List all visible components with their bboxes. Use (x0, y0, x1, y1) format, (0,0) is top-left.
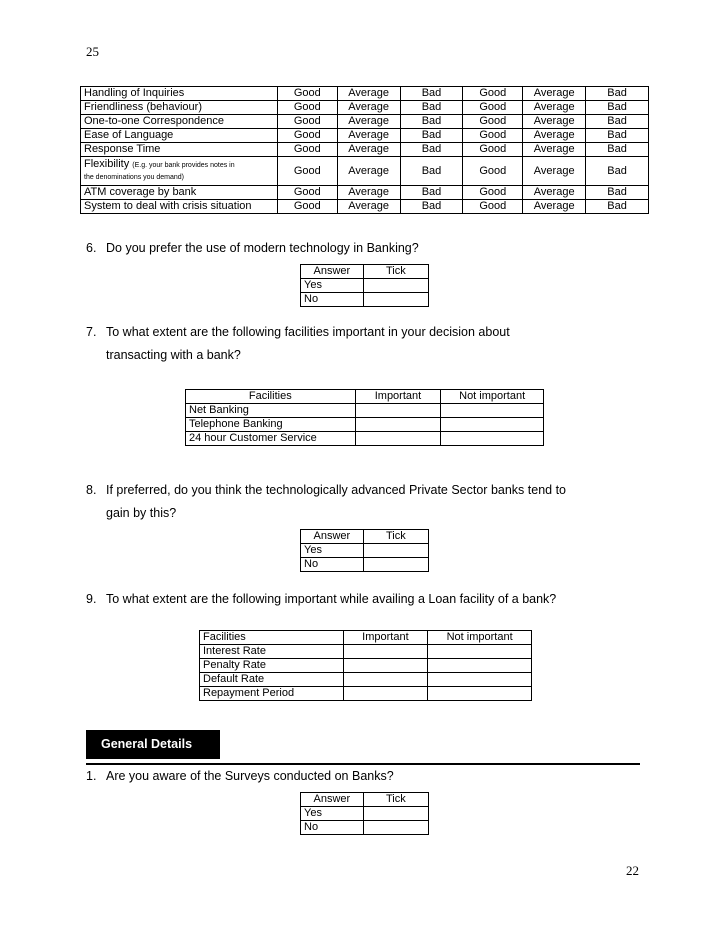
service-rating-table (80, 86, 649, 214)
option-yes: Yes (301, 544, 364, 558)
column-header: Tick (363, 793, 428, 807)
rating-cell: Average (337, 200, 400, 214)
page-number-top: 25 (86, 44, 99, 59)
column-header: Facilities (200, 631, 344, 645)
rating-cell: Average (337, 115, 400, 129)
rating-cell: Bad (400, 115, 463, 129)
row-label: Ease of Language (81, 129, 278, 143)
question-9 (86, 592, 556, 607)
loan-factor-label: Repayment Period (200, 687, 344, 701)
rating-cell: Bad (400, 129, 463, 143)
not-important-cell[interactable] (441, 432, 544, 446)
question-6 (86, 241, 419, 256)
section-divider (86, 763, 640, 765)
column-header: Important (343, 631, 428, 645)
section-heading-general-details: General Details (86, 730, 220, 759)
column-header: Facilities (186, 390, 356, 404)
tick-cell-no[interactable] (363, 558, 428, 572)
important-cell[interactable] (355, 404, 441, 418)
table-row (81, 200, 649, 214)
rating-cell: Average (523, 143, 586, 157)
rating-cell: Good (277, 157, 337, 186)
rating-cell: Average (337, 186, 400, 200)
loan-factor-label: Penalty Rate (200, 659, 344, 673)
rating-cell: Average (523, 87, 586, 101)
row-label: System to deal with crisis situation (81, 200, 278, 214)
question-text: Are you aware of the Surveys conducted on Banks? (106, 769, 394, 783)
not-important-cell[interactable] (428, 659, 532, 673)
rating-cell: Bad (586, 200, 649, 214)
rating-cell: Good (463, 157, 523, 186)
rating-cell: Bad (400, 87, 463, 101)
option-yes: Yes (301, 279, 364, 293)
rating-cell: Bad (400, 143, 463, 157)
column-header: Tick (363, 265, 428, 279)
tick-cell-no[interactable] (363, 821, 428, 835)
column-header: Tick (363, 530, 428, 544)
rating-cell: Good (463, 129, 523, 143)
general-question-1 (86, 769, 394, 784)
rating-cell: Bad (586, 87, 649, 101)
table-row (81, 157, 649, 186)
question-7 (86, 325, 510, 340)
facility-label: Telephone Banking (186, 418, 356, 432)
row-label: ATM coverage by bank (81, 186, 278, 200)
rating-cell: Bad (400, 200, 463, 214)
q9-loan-table (199, 630, 532, 701)
rating-cell: Good (463, 200, 523, 214)
rating-cell: Average (523, 200, 586, 214)
rating-cell: Bad (400, 186, 463, 200)
rating-cell: Good (277, 186, 337, 200)
column-header: Answer (301, 530, 364, 544)
rating-cell: Average (523, 157, 586, 186)
rating-cell: Bad (400, 101, 463, 115)
table-row (81, 87, 649, 101)
question-text: If preferred, do you think the technologically advanced Private Sector banks tend to (106, 483, 566, 497)
q6-answer-table (300, 264, 429, 307)
row-label (81, 157, 278, 186)
q8-answer-table (300, 529, 429, 572)
row-label: One-to-one Correspondence (81, 115, 278, 129)
rating-cell: Bad (586, 186, 649, 200)
not-important-cell[interactable] (428, 673, 532, 687)
not-important-cell[interactable] (428, 687, 532, 701)
table-row (81, 115, 649, 129)
table-row (81, 186, 649, 200)
rating-cell: Average (523, 186, 586, 200)
column-header: Not important (428, 631, 532, 645)
facility-label: Net Banking (186, 404, 356, 418)
question-number: 6. (86, 241, 97, 255)
question-text: To what extent are the following important while availing a Loan facility of a bank? (106, 592, 557, 606)
tick-cell-yes[interactable] (363, 544, 428, 558)
flexibility-note: (E.g. your bank provides notes in (132, 162, 235, 169)
rating-cell: Bad (586, 101, 649, 115)
facility-label: 24 hour Customer Service (186, 432, 356, 446)
rating-cell: Bad (586, 115, 649, 129)
question-text-continued: transacting with a bank? (106, 348, 241, 362)
rating-cell: Average (337, 101, 400, 115)
g1-answer-table (300, 792, 429, 835)
row-label: Response Time (81, 143, 278, 157)
rating-cell: Good (463, 186, 523, 200)
rating-cell: Good (277, 200, 337, 214)
rating-cell: Average (523, 115, 586, 129)
column-header: Answer (301, 793, 364, 807)
column-header: Important (355, 390, 441, 404)
not-important-cell[interactable] (441, 404, 544, 418)
important-cell[interactable] (355, 432, 441, 446)
tick-cell-yes[interactable] (363, 807, 428, 821)
column-header: Not important (441, 390, 544, 404)
option-no: No (301, 821, 364, 835)
flexibility-note: the denominations you demand) (84, 174, 185, 181)
important-cell[interactable] (343, 687, 428, 701)
table-row (81, 129, 649, 143)
question-number: 9. (86, 592, 97, 606)
rating-cell: Good (277, 143, 337, 157)
row-label: Friendliness (behaviour) (81, 101, 278, 115)
question-text-continued: gain by this? (106, 506, 177, 520)
rating-cell: Bad (400, 157, 463, 186)
question-text: To what extent are the following facilities important in your decision about (106, 325, 510, 339)
column-header: Answer (301, 265, 364, 279)
row-label: Handling of Inquiries (81, 87, 278, 101)
rating-cell: Good (463, 143, 523, 157)
not-important-cell[interactable] (441, 418, 544, 432)
important-cell[interactable] (343, 673, 428, 687)
rating-cell: Average (337, 143, 400, 157)
rating-cell: Good (277, 115, 337, 129)
tick-cell-no[interactable] (363, 293, 428, 307)
option-no: No (301, 558, 364, 572)
rating-cell: Average (523, 129, 586, 143)
loan-factor-label: Default Rate (200, 673, 344, 687)
table-row (81, 143, 649, 157)
rating-cell: Good (277, 129, 337, 143)
option-no: No (301, 293, 364, 307)
rating-cell: Good (277, 101, 337, 115)
question-number: 7. (86, 325, 97, 339)
rating-cell: Bad (586, 157, 649, 186)
option-yes: Yes (301, 807, 364, 821)
rating-cell: Bad (586, 143, 649, 157)
tick-cell-yes[interactable] (363, 279, 428, 293)
rating-cell: Good (463, 87, 523, 101)
rating-cell: Average (523, 101, 586, 115)
rating-cell: Good (463, 115, 523, 129)
question-number: 8. (86, 483, 97, 497)
q7-facilities-table (185, 389, 544, 446)
question-number: 1. (86, 769, 97, 783)
important-cell[interactable] (355, 418, 441, 432)
rating-cell: Good (277, 87, 337, 101)
important-cell[interactable] (343, 645, 428, 659)
rating-cell: Average (337, 87, 400, 101)
rating-cell: Average (337, 129, 400, 143)
table-row (81, 101, 649, 115)
question-text: Do you prefer the use of modern technology in Banking? (106, 241, 419, 255)
flexibility-label: Flexibility (84, 158, 130, 170)
not-important-cell[interactable] (428, 645, 532, 659)
rating-cell: Good (463, 101, 523, 115)
rating-cell: Bad (586, 129, 649, 143)
important-cell[interactable] (343, 659, 428, 673)
page-number-bottom: 22 (626, 863, 639, 878)
loan-factor-label: Interest Rate (200, 645, 344, 659)
question-8 (86, 483, 566, 498)
rating-cell: Average (337, 157, 400, 186)
